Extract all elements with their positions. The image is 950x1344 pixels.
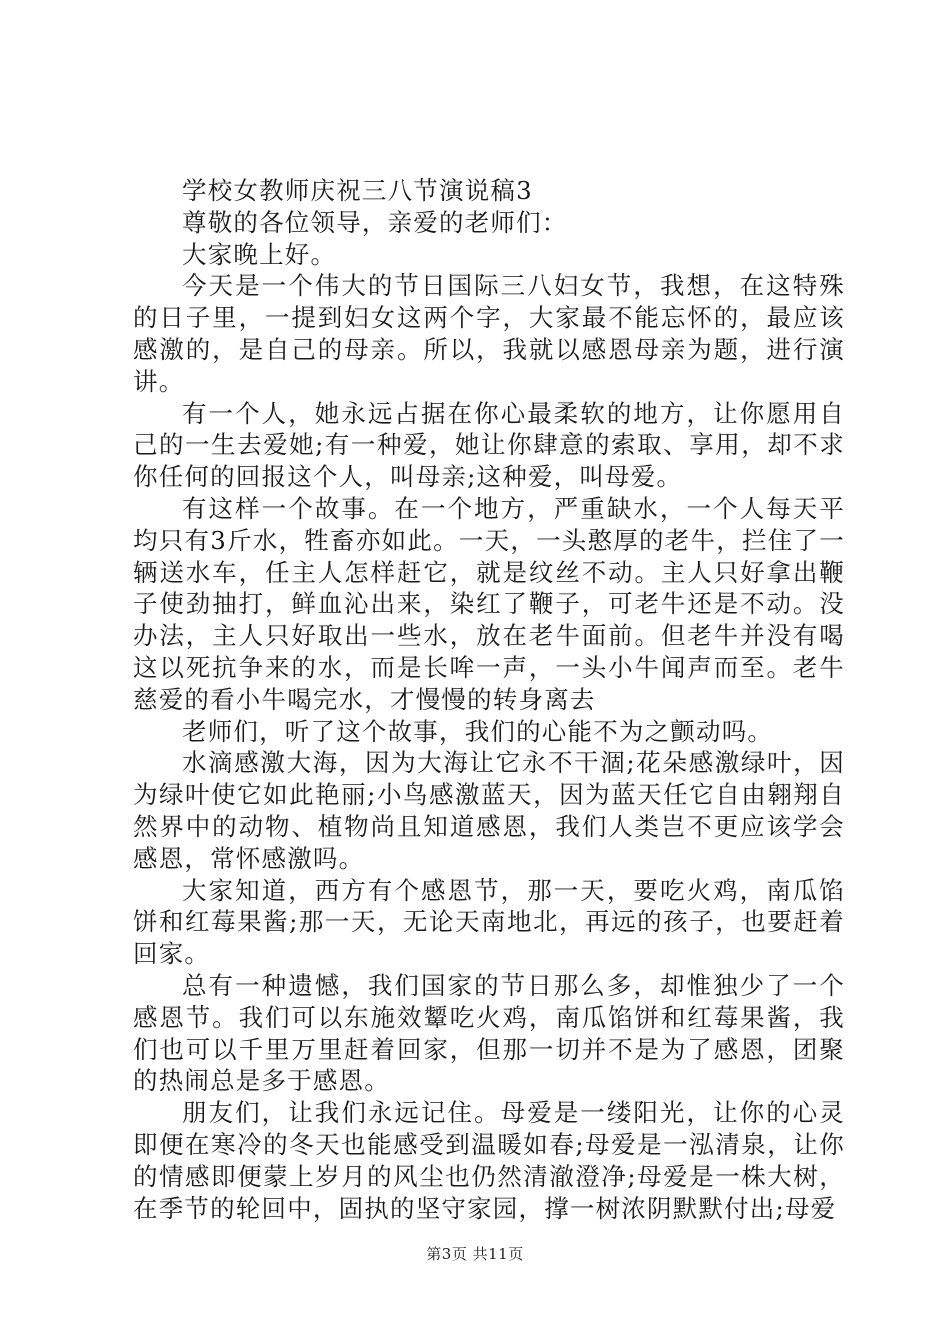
page-number-footer: 第3页 共11页 [426,1245,524,1263]
paragraph: 水滴感激大海，因为大海让它永不干涸;花朵感激绿叶，因为绿叶使它如此艳丽;小鸟感激蓝天，因为蓝天任它自由翱翔自然界中的动物、植物尚且知道感恩，我们人类岂不更应该学会感恩，常怀感激吗。 [133,748,845,873]
paragraph: 大家知道，西方有个感恩节，那一天，要吃火鸡，南瓜馅饼和红莓果酱;那一天，无论天南地北，再远的孩子，也要赶着回家。 [133,875,845,969]
paragraph-salutation: 尊敬的各位领导，亲爱的老师们： [182,207,568,237]
paragraph: 老师们，听了这个故事，我们的心能不为之颤动吗。 [182,716,774,746]
paragraph: 有一个人，她永远占据在你心最柔软的地方，让你愿用自己的一生去爱她;有一种爱，她让你肆意的索取、享用，却不求你任何的回报这个人，叫母亲;这种爱，叫母爱。 [133,398,845,492]
paragraph: 总有一种遗憾，我们国家的节日那么多，却惟独少了一个感恩节。我们可以东施效颦吃火鸡，南瓜馅饼和红莓果酱，我们也可以千里万里赶着回家，但那一切并不是为了感恩，团聚的热闹总是多于感恩。 [133,970,845,1096]
paragraph: 今天是一个伟大的节日国际三八妇女节，我想，在这特殊的日子里，一提到妇女这两个字，大家最不能忘怀的，最应该感激的，是自己的母亲。所以，我就以感恩母亲为题，进行演讲。 [133,271,845,396]
document-title: 学校女教师庆祝三八节演说稿3 [182,176,533,205]
paragraph-greeting: 大家晚上好。 [182,239,337,269]
document-body [133,175,845,1224]
paragraph: 有这样一个故事。在一个地方，严重缺水，一个人每天平均只有3斤水，牲畜亦如此。一天，一头憨厚的老牛，拦住了一辆送水车，任主人怎样赶它，就是纹丝不动。主人只好拿出鞭子使劲抽打，鲜血沁出来，染红了鞭子，可老牛还是不动。没办法，主人只好取出一些水，放在老牛面前。但老牛并没有喝这以死抗争来的水，而是长哞一声，一头小牛闻声而至。老牛慈爱的看小牛喝完水，才慢慢的转身离去 [133,493,845,714]
paragraph: 朋友们，让我们永远记住。母爱是一缕阳光，让你的心灵即便在寒冷的冬天也能感受到温暖如春;母爱是一泓清泉，让你的情感即便蒙上岁月的风尘也仍然清澈澄净;母爱是一株大树，在季节的轮回中，固执的坚守家园，撑一树浓阴默默付出;母爱 [133,1098,845,1223]
